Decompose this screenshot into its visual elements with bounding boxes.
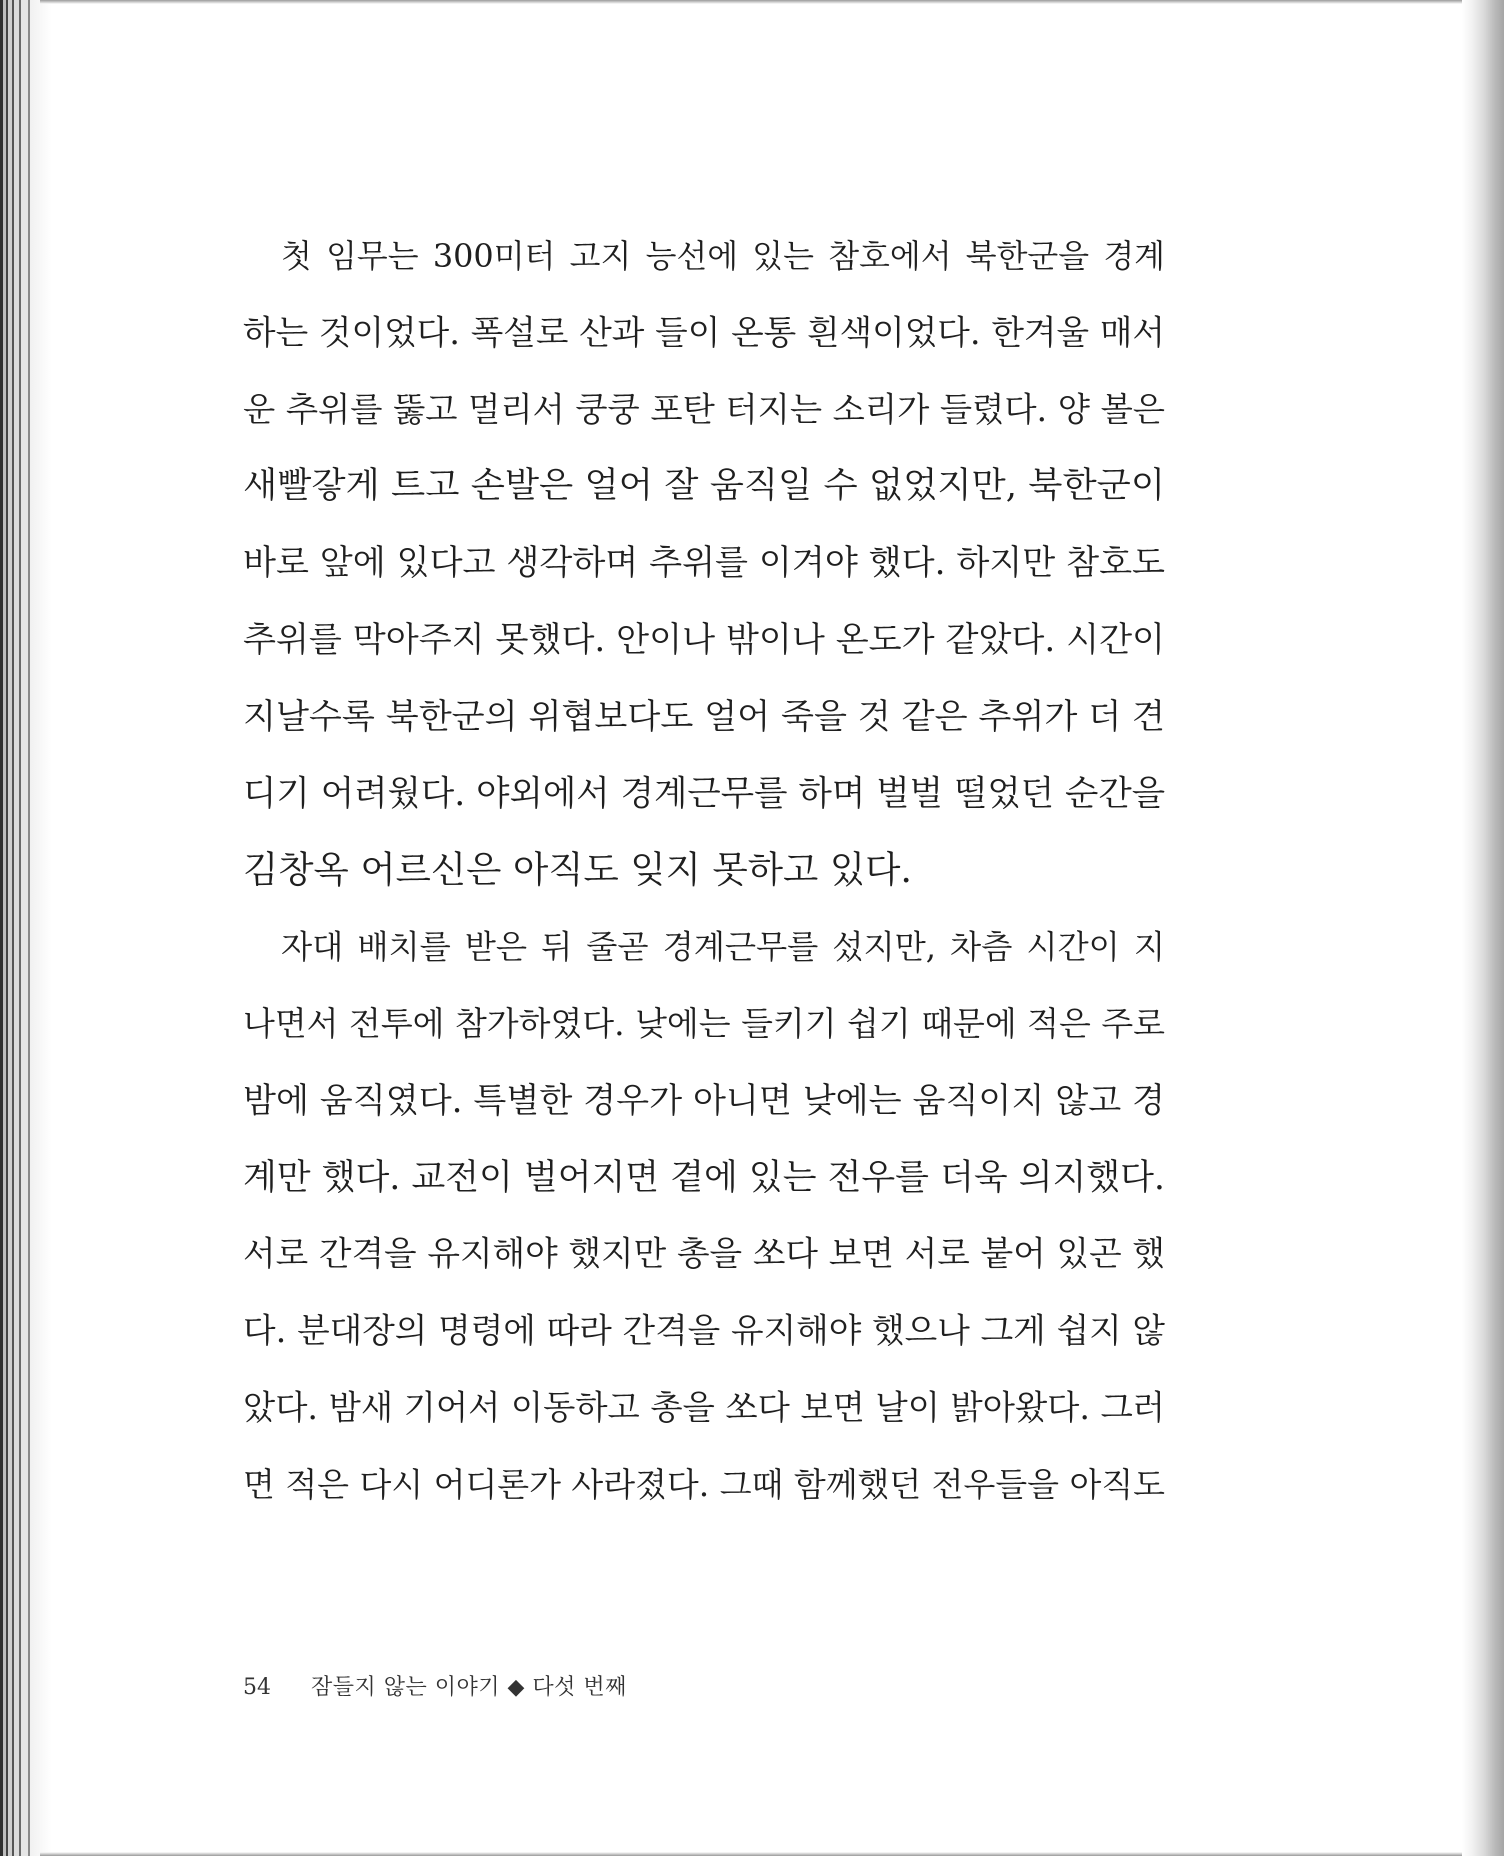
- text-line: 면 적은 다시 어디론가 사라졌다. 그때 함께했던 전우들을 아직도: [243, 1464, 1165, 1504]
- text-line: 디기 어려웠다. 야외에서 경계근무를 하며 벌벌 떨었던 순간을: [243, 773, 1166, 814]
- text-line: 았다. 밤새 기어서 이동하고 총을 쏘다 보면 날이 밝아왔다. 그러: [243, 1387, 1165, 1427]
- paragraph-1: [243, 218, 1165, 909]
- page-footer: [243, 1670, 627, 1701]
- text-line: 첫 임무는 300미터 고지 능선에 있는 참호에서 북한군을 경계: [281, 237, 1165, 275]
- text-line: 자대 배치를 받은 뒤 줄곧 경계근무를 섰지만, 차츰 시간이 지: [281, 928, 1165, 967]
- text-line: 추위를 막아주지 못했다. 안이나 밖이나 온도가 같았다. 시간이: [243, 619, 1165, 660]
- text-line: 운 추위를 뚫고 멀리서 쿵쿵 포탄 터지는 소리가 들렸다. 양 볼은: [243, 389, 1165, 429]
- text-line: 계만 했다. 교전이 벌어지면 곁에 있는 전우를 더욱 의지했다.: [243, 1157, 1165, 1198]
- page-shadow-right: [1462, 0, 1504, 1856]
- page-edge-bottom: [40, 1852, 1480, 1856]
- text-line: 하는 것이었다. 폭설로 산과 들이 온통 흰색이었다. 한겨울 매서: [243, 312, 1165, 352]
- body-text: [243, 218, 1165, 1524]
- text-line: 김창옥 어르신은 아직도 잊지 못하고 있다.: [243, 848, 913, 892]
- text-line: 나면서 전투에 참가하였다. 낮에는 들키기 쉽기 때문에 적은 주로: [243, 1003, 1165, 1043]
- page-edge-top: [40, 0, 1480, 4]
- page-number: 54: [243, 1675, 271, 1700]
- text-line: 밤에 움직였다. 특별한 경우가 아니면 낮에는 움직이지 않고 경: [243, 1080, 1165, 1121]
- text-line: 지날수록 북한군의 위협보다도 얼어 죽을 것 같은 추위가 더 견: [243, 696, 1165, 737]
- text-line: 바로 앞에 있다고 생각하며 추위를 이겨야 했다. 하지만 참호도: [243, 543, 1165, 584]
- text-line: 다. 분대장의 명령에 따라 간격을 유지해야 했으나 그게 쉽지 않: [243, 1311, 1165, 1351]
- page-stack-edge-left: [0, 0, 52, 1856]
- text-line: 새빨갛게 트고 손발은 얼어 잘 움직일 수 없었지만, 북한군이: [243, 465, 1165, 507]
- paragraph-2: [243, 909, 1165, 1523]
- text-line: 서로 간격을 유지해야 했지만 총을 쏘다 보면 서로 붙어 있곤 했: [243, 1234, 1165, 1274]
- running-title: 잠들지 않는 이야기 ◆ 다섯 번째: [311, 1675, 627, 1700]
